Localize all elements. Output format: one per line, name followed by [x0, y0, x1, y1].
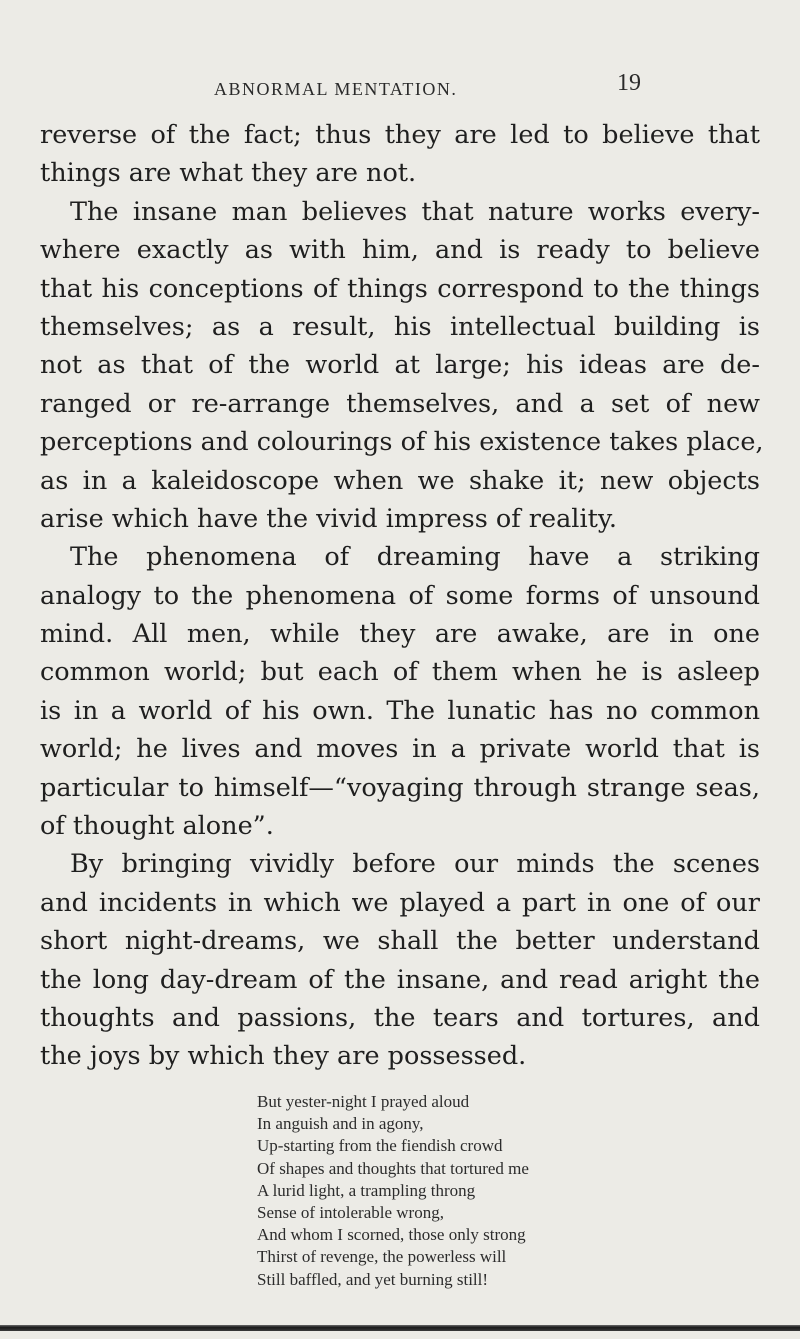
- text-line: The phenomena of dreaming have a striking: [70, 542, 760, 573]
- text-line: common world; but each of them when he is asleep: [40, 657, 760, 688]
- poem-line: And whom I scorned, those only strong: [257, 1225, 526, 1245]
- text-line: thoughts and passions, the tears and tortures, and: [40, 1002, 760, 1033]
- text-line: the long day-dream of the insane, and read aright the: [40, 964, 760, 995]
- text-line: that his conceptions of things correspond to the things: [40, 273, 760, 304]
- text-line: reverse of the fact; thus they are led to believe that: [40, 120, 760, 150]
- text-line: themselves; as a result, his intellectual building is: [40, 311, 760, 342]
- text-line: is in a world of his own. The lunatic has no common: [40, 695, 760, 726]
- text-line: analogy to the phenomena of some forms of unsound: [40, 580, 760, 611]
- text-line: perceptions and colourings of his existence takes place,: [40, 427, 764, 458]
- poem-line: In anguish and in agony,: [257, 1114, 424, 1134]
- poem-line: A lurid light, a trampling throng: [257, 1180, 476, 1200]
- text-line: as in a kaleidoscope when we shake it; new objects: [40, 465, 760, 496]
- poem-line: But yester-night I prayed aloud: [257, 1092, 470, 1111]
- poem-line: Thirst of revenge, the powerless will: [257, 1247, 507, 1267]
- text-line: world; he lives and moves in a private world that is: [40, 734, 760, 765]
- text-line: The insane man believes that nature works every-: [70, 196, 760, 227]
- body-text: [40, 116, 764, 1076]
- poem-line: Up-starting from the fiendish crowd: [257, 1136, 503, 1156]
- text-line: mind. All men, while they are awake, are in one: [40, 619, 760, 650]
- text-line: short night-dreams, we shall the better understand: [40, 926, 760, 957]
- text-line: the joys by which they are possessed.: [40, 1041, 527, 1072]
- text-line: particular to himself—“voyaging through strange seas,: [40, 772, 760, 803]
- page-number: 19: [617, 70, 641, 96]
- text-line: arise which have the vivid impress of reality.: [40, 503, 617, 534]
- text-line: things are what they are not.: [40, 158, 417, 189]
- poem-line: Sense of intolerable wrong,: [257, 1202, 444, 1222]
- poem-line: Still baffled, and yet burning still!: [257, 1269, 489, 1289]
- text-line: and incidents in which we played a part in one of our: [40, 887, 760, 918]
- poem-quotation: [257, 1091, 717, 1291]
- poem-line: Of shapes and thoughts that tortured me: [257, 1158, 529, 1178]
- page-bottom-edge: [0, 1325, 800, 1331]
- text-line: ranged or re-arrange themselves, and a set of new: [40, 388, 760, 419]
- text-line: By bringing vividly before our minds the scenes: [70, 849, 760, 880]
- text-line: of thought alone”.: [40, 811, 274, 842]
- running-head: ABNORMAL MENTATION.: [214, 79, 458, 99]
- text-line: not as that of the world at large; his ideas are de-: [40, 350, 760, 381]
- text-line: where exactly as with him, and is ready to believe: [40, 235, 760, 266]
